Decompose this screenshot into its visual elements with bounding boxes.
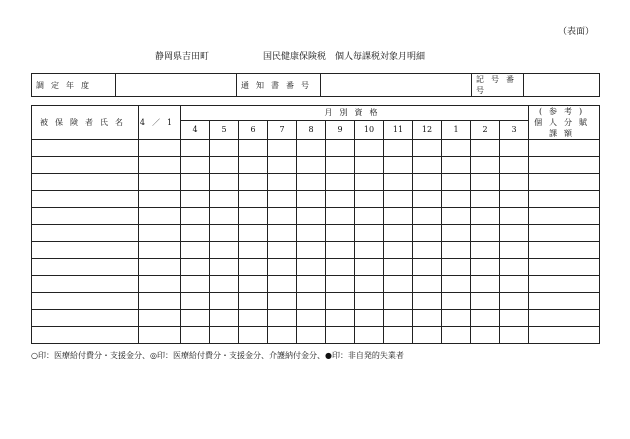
month-cell[interactable] — [268, 208, 297, 225]
month-cell[interactable] — [442, 191, 471, 208]
month-cell[interactable] — [181, 327, 210, 344]
month-cell[interactable] — [413, 140, 442, 157]
month-cell[interactable] — [413, 327, 442, 344]
month-cell[interactable] — [413, 157, 442, 174]
month-cell[interactable] — [210, 191, 239, 208]
monthly-eligibility-header: 月別資格 — [181, 106, 529, 121]
month-cell[interactable] — [355, 174, 384, 191]
side-label: （表面） — [557, 27, 594, 37]
month-cell[interactable] — [181, 157, 210, 174]
month-header: 10 — [355, 120, 384, 139]
month-cell[interactable] — [210, 259, 239, 276]
month-cell[interactable] — [326, 191, 355, 208]
table-row — [32, 174, 600, 191]
month-cell[interactable] — [384, 191, 413, 208]
legend-note: ○印：医療給付費分・支援金分、◎印：医療給付費分・支援金分、介護納付金分、●印：非自発的失業者 — [31, 351, 404, 360]
month-cell[interactable] — [268, 293, 297, 310]
month-cell[interactable] — [239, 293, 268, 310]
insured-name-cell[interactable] — [32, 157, 139, 174]
table-row — [32, 225, 600, 242]
month-cell[interactable] — [500, 225, 529, 242]
month-cell[interactable] — [210, 276, 239, 293]
month-cell[interactable] — [268, 140, 297, 157]
month-cell[interactable] — [471, 310, 500, 327]
month-cell[interactable] — [268, 276, 297, 293]
month-cell[interactable] — [384, 208, 413, 225]
month-cell[interactable] — [326, 225, 355, 242]
month-cell[interactable] — [413, 310, 442, 327]
month-cell[interactable] — [326, 293, 355, 310]
table-row — [32, 191, 600, 208]
month-header: 9 — [326, 120, 355, 139]
table-row — [32, 310, 600, 327]
month-cell[interactable] — [326, 140, 355, 157]
month-cell[interactable] — [442, 174, 471, 191]
month-cell[interactable] — [471, 242, 500, 259]
month-header: 6 — [239, 120, 268, 139]
month-cell[interactable] — [413, 259, 442, 276]
month-cell[interactable] — [181, 140, 210, 157]
april-first-cell[interactable] — [139, 276, 181, 293]
month-header: 3 — [500, 120, 529, 139]
month-cell[interactable] — [210, 242, 239, 259]
month-cell[interactable] — [442, 276, 471, 293]
month-cell[interactable] — [326, 276, 355, 293]
month-cell[interactable] — [384, 327, 413, 344]
month-cell[interactable] — [181, 310, 210, 327]
month-cell[interactable] — [297, 225, 326, 242]
month-cell[interactable] — [239, 157, 268, 174]
month-cell[interactable] — [181, 191, 210, 208]
insured-name-cell[interactable] — [32, 140, 139, 157]
insured-name-cell[interactable] — [32, 242, 139, 259]
month-cell[interactable] — [268, 191, 297, 208]
month-cell[interactable] — [413, 174, 442, 191]
month-cell[interactable] — [355, 191, 384, 208]
reference-tax-cell[interactable] — [529, 208, 600, 225]
month-cell[interactable] — [355, 225, 384, 242]
month-cell[interactable] — [355, 276, 384, 293]
month-cell[interactable] — [442, 327, 471, 344]
municipality-name: 静岡県吉田町 — [155, 52, 210, 62]
month-cell[interactable] — [442, 242, 471, 259]
month-cell[interactable] — [384, 157, 413, 174]
month-cell[interactable] — [500, 140, 529, 157]
month-cell[interactable] — [210, 327, 239, 344]
reference-label: (参考) — [538, 107, 590, 116]
insured-name-cell[interactable] — [32, 327, 139, 344]
month-cell[interactable] — [442, 225, 471, 242]
month-cell[interactable] — [442, 259, 471, 276]
month-cell[interactable] — [442, 310, 471, 327]
month-cell[interactable] — [210, 157, 239, 174]
month-cell[interactable] — [355, 327, 384, 344]
month-cell[interactable] — [210, 225, 239, 242]
month-cell[interactable] — [239, 242, 268, 259]
month-cell[interactable] — [471, 191, 500, 208]
month-cell[interactable] — [500, 327, 529, 344]
insured-name-cell[interactable] — [32, 191, 139, 208]
month-cell[interactable] — [297, 310, 326, 327]
reference-tax-cell[interactable] — [529, 157, 600, 174]
month-cell[interactable] — [297, 259, 326, 276]
reference-tax-cell[interactable] — [529, 140, 600, 157]
month-cell[interactable] — [384, 310, 413, 327]
month-cell[interactable] — [500, 259, 529, 276]
april-first-cell[interactable] — [139, 140, 181, 157]
reference-tax-header — [529, 106, 600, 140]
month-cell[interactable] — [210, 140, 239, 157]
month-cell[interactable] — [297, 293, 326, 310]
month-cell[interactable] — [268, 310, 297, 327]
month-cell[interactable] — [181, 276, 210, 293]
month-cell[interactable] — [326, 259, 355, 276]
month-cell[interactable] — [181, 174, 210, 191]
month-header: 11 — [384, 120, 413, 139]
insured-name-cell[interactable] — [32, 225, 139, 242]
month-cell[interactable] — [326, 327, 355, 344]
month-cell[interactable] — [297, 208, 326, 225]
month-cell[interactable] — [181, 293, 210, 310]
month-header: 2 — [471, 120, 500, 139]
april-first-cell[interactable] — [139, 327, 181, 344]
month-header: 12 — [413, 120, 442, 139]
month-cell[interactable] — [355, 140, 384, 157]
april-first-cell[interactable] — [139, 259, 181, 276]
month-cell[interactable] — [326, 157, 355, 174]
month-cell[interactable] — [355, 157, 384, 174]
month-header: 8 — [297, 120, 326, 139]
april-first-cell[interactable] — [139, 310, 181, 327]
month-cell[interactable] — [326, 174, 355, 191]
month-cell[interactable] — [268, 157, 297, 174]
month-cell[interactable] — [471, 276, 500, 293]
month-cell[interactable] — [297, 140, 326, 157]
month-cell[interactable] — [239, 276, 268, 293]
month-cell[interactable] — [384, 276, 413, 293]
april-first-cell[interactable] — [139, 242, 181, 259]
insured-name-cell[interactable] — [32, 276, 139, 293]
month-cell[interactable] — [268, 259, 297, 276]
month-cell[interactable] — [326, 310, 355, 327]
month-cell[interactable] — [384, 225, 413, 242]
month-cell[interactable] — [500, 310, 529, 327]
month-cell[interactable] — [413, 276, 442, 293]
month-cell[interactable] — [471, 140, 500, 157]
insured-name-cell[interactable] — [32, 293, 139, 310]
month-cell[interactable] — [384, 140, 413, 157]
month-cell[interactable] — [442, 208, 471, 225]
individual-tax-label: 個人分賦課額 — [534, 118, 595, 138]
april-first-cell[interactable] — [139, 208, 181, 225]
table-row — [32, 276, 600, 293]
month-cell[interactable] — [181, 225, 210, 242]
month-cell[interactable] — [268, 242, 297, 259]
table-row — [32, 242, 600, 259]
month-cell[interactable] — [239, 191, 268, 208]
month-cell[interactable] — [268, 174, 297, 191]
month-cell[interactable] — [384, 293, 413, 310]
month-cell[interactable] — [471, 208, 500, 225]
month-cell[interactable] — [239, 208, 268, 225]
april-first-cell[interactable] — [139, 225, 181, 242]
april-first-cell[interactable] — [139, 191, 181, 208]
header-fields-table — [31, 73, 600, 97]
month-cell[interactable] — [413, 293, 442, 310]
month-cell[interactable] — [297, 191, 326, 208]
month-cell[interactable] — [500, 242, 529, 259]
month-cell[interactable] — [239, 259, 268, 276]
month-cell[interactable] — [500, 208, 529, 225]
month-cell[interactable] — [239, 174, 268, 191]
table-row — [32, 293, 600, 310]
month-cell[interactable] — [413, 191, 442, 208]
month-cell[interactable] — [384, 242, 413, 259]
month-header: 4 — [181, 120, 210, 139]
month-cell[interactable] — [210, 310, 239, 327]
month-cell[interactable] — [500, 293, 529, 310]
month-cell[interactable] — [442, 157, 471, 174]
month-cell[interactable] — [471, 293, 500, 310]
month-header: 7 — [268, 120, 297, 139]
insured-name-cell[interactable] — [32, 208, 139, 225]
month-cell[interactable] — [413, 208, 442, 225]
reference-tax-cell[interactable] — [529, 191, 600, 208]
month-cell[interactable] — [239, 225, 268, 242]
reference-tax-cell[interactable] — [529, 242, 600, 259]
notice-number-label: 通知書番号 — [237, 74, 321, 97]
assessment-year-field[interactable] — [116, 74, 237, 97]
month-cell[interactable] — [355, 293, 384, 310]
insured-months-table — [31, 105, 600, 344]
month-cell[interactable] — [500, 174, 529, 191]
month-cell[interactable] — [210, 174, 239, 191]
month-cell[interactable] — [297, 174, 326, 191]
month-cell[interactable] — [297, 242, 326, 259]
insured-name-header: 被保険者氏名 — [32, 106, 139, 140]
month-header: 1 — [442, 120, 471, 139]
insured-name-cell[interactable] — [32, 310, 139, 327]
table-row — [32, 208, 600, 225]
notice-number-field[interactable] — [321, 74, 472, 97]
month-cell[interactable] — [239, 327, 268, 344]
month-cell[interactable] — [355, 242, 384, 259]
month-cell[interactable] — [500, 157, 529, 174]
month-cell[interactable] — [442, 140, 471, 157]
month-cell[interactable] — [181, 208, 210, 225]
code-number-field[interactable] — [524, 74, 600, 97]
month-cell[interactable] — [471, 174, 500, 191]
month-cell[interactable] — [442, 293, 471, 310]
assessment-year-label: 調定年度 — [32, 74, 116, 97]
month-cell[interactable] — [181, 259, 210, 276]
month-cell[interactable] — [471, 327, 500, 344]
month-cell[interactable] — [181, 242, 210, 259]
month-cell[interactable] — [326, 208, 355, 225]
month-cell[interactable] — [471, 259, 500, 276]
month-cell[interactable] — [297, 327, 326, 344]
month-cell[interactable] — [210, 293, 239, 310]
april-first-cell[interactable] — [139, 157, 181, 174]
month-cell[interactable] — [239, 140, 268, 157]
reference-tax-cell[interactable] — [529, 327, 600, 344]
april-first-header: 4／1 — [139, 106, 181, 140]
reference-tax-cell[interactable] — [529, 276, 600, 293]
month-cell[interactable] — [268, 225, 297, 242]
month-cell[interactable] — [239, 310, 268, 327]
table-row — [32, 327, 600, 344]
month-cell[interactable] — [210, 208, 239, 225]
month-cell[interactable] — [471, 157, 500, 174]
month-cell[interactable] — [297, 276, 326, 293]
reference-tax-cell[interactable] — [529, 174, 600, 191]
month-cell[interactable] — [268, 327, 297, 344]
reference-tax-cell[interactable] — [529, 225, 600, 242]
code-number-label: 記号番号 — [472, 74, 524, 97]
reference-tax-cell[interactable] — [529, 259, 600, 276]
reference-tax-cell[interactable] — [529, 310, 600, 327]
month-cell[interactable] — [471, 225, 500, 242]
month-cell[interactable] — [413, 242, 442, 259]
month-cell[interactable] — [413, 225, 442, 242]
month-cell[interactable] — [355, 208, 384, 225]
table-row — [32, 157, 600, 174]
april-first-cell[interactable] — [139, 293, 181, 310]
month-cell[interactable] — [326, 242, 355, 259]
month-cell[interactable] — [384, 174, 413, 191]
april-first-cell[interactable] — [139, 174, 181, 191]
month-cell[interactable] — [500, 191, 529, 208]
month-cell[interactable] — [297, 157, 326, 174]
month-cell[interactable] — [355, 310, 384, 327]
month-cell[interactable] — [355, 259, 384, 276]
month-cell[interactable] — [500, 276, 529, 293]
insured-name-cell[interactable] — [32, 259, 139, 276]
table-row — [32, 259, 600, 276]
insured-name-cell[interactable] — [32, 174, 139, 191]
table-row — [32, 140, 600, 157]
form-title: 国民健康保険税 個人毎課税対象月明細 — [263, 52, 426, 62]
reference-tax-cell[interactable] — [529, 293, 600, 310]
month-header: 5 — [210, 120, 239, 139]
month-cell[interactable] — [384, 259, 413, 276]
